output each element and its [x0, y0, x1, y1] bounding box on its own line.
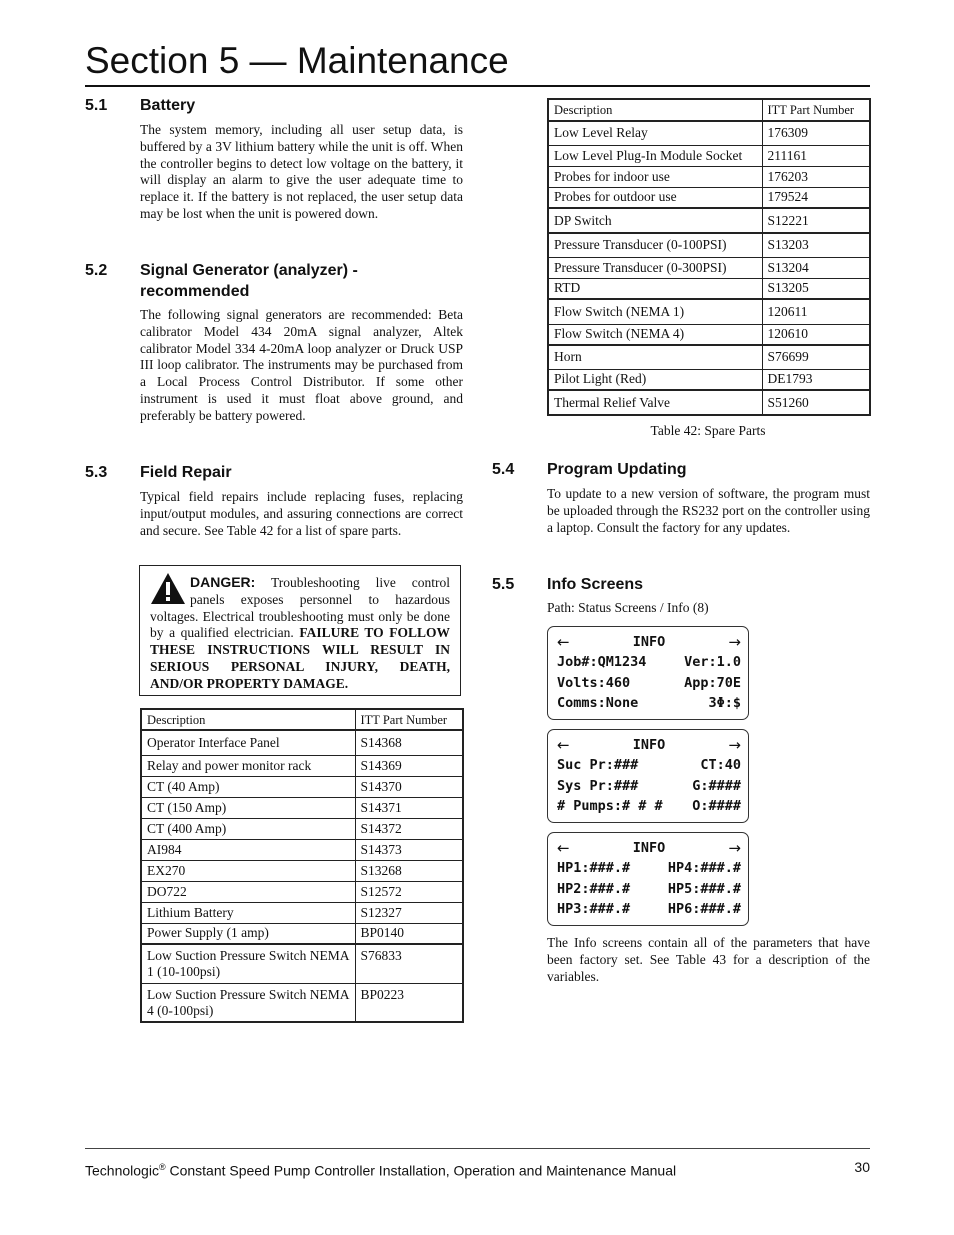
lcd-data-row [557, 673, 741, 693]
section-number: 5.3 [85, 464, 108, 481]
table-row [141, 881, 463, 902]
danger-notice [139, 565, 461, 696]
part-number-cell: 120611 [762, 299, 870, 324]
section-title-line1: Signal Generator (analyzer) - [140, 262, 358, 279]
info-screens-path: Path: Status Screens / Info (8) [547, 600, 709, 615]
lcd-left-value: Sys Pr:### [557, 777, 639, 794]
field-repair-paragraph: Typical field repairs include replacing fuses, replacing input/output modules, and assuring connections are correct and secure. See Table 42 for a list of spare parts. [140, 489, 463, 538]
section-heading-field-repair [85, 462, 465, 483]
description-cell: Power Supply (1 amp) [141, 923, 355, 944]
part-number-cell: S76833 [355, 944, 463, 983]
footer-text [85, 1158, 676, 1180]
part-number-cell: S51260 [762, 390, 870, 415]
lcd-right-value: 3Φ:$ [708, 695, 741, 711]
table-row [141, 983, 463, 1022]
section-title-line2: recommended [140, 283, 250, 300]
description-cell: Probes for indoor use [548, 166, 762, 187]
part-number-cell: 176203 [762, 166, 870, 187]
table-row [548, 345, 870, 369]
section-heading-info-screens [492, 574, 872, 595]
lcd-right-value: CT:40 [700, 757, 741, 773]
left-arrow-icon: ← [557, 633, 570, 651]
section-number: 5.2 [85, 262, 108, 279]
lcd-right-value: HP6:###.# [667, 901, 741, 917]
part-number-cell: S14371 [355, 797, 463, 818]
info-lcd-screen [547, 729, 749, 823]
description-cell: Low Level Plug-In Module Socket [548, 145, 762, 166]
part-number-cell: S13205 [762, 278, 870, 299]
table-row [548, 257, 870, 278]
lcd-title: INFO [632, 840, 666, 856]
table-row [548, 145, 870, 166]
lcd-left-value: Comms:None [557, 695, 639, 711]
part-number-cell: S12221 [762, 208, 870, 233]
lcd-data-row [557, 899, 741, 919]
table-row [141, 923, 463, 944]
right-arrow-icon: → [728, 839, 741, 857]
description-cell: Flow Switch (NEMA 1) [548, 299, 762, 324]
table-row [141, 776, 463, 797]
info-lcd-screen [547, 626, 749, 720]
lcd-data-row [557, 796, 741, 816]
danger-emphasis: FAILURE TO FOLLOW THESE INSTRUCTIONS WILL RESULT IN SERIOUS PERSONAL INJURY, DEATH, AND/OR PROPERTY DAMAGE. [150, 625, 450, 691]
section-title: Battery [140, 97, 196, 114]
lcd-left-value: Volts:460 [557, 674, 631, 691]
danger-body: Troubleshooting live control panels exposes personnel to hazardous voltages. Electrical troubleshooting must only be done by a qualified electrician. [150, 575, 450, 641]
left-arrow-icon: ← [557, 839, 570, 857]
lcd-title-row [557, 838, 741, 858]
part-number-cell: S14369 [355, 755, 463, 776]
lcd-right-value: G:#### [692, 777, 741, 794]
table-header-cell: ITT Part Number [762, 99, 870, 121]
lcd-data-row [557, 776, 741, 796]
part-number-cell: 179524 [762, 187, 870, 208]
lcd-right-value: O:#### [692, 798, 741, 814]
lcd-left-value: Suc Pr:### [557, 757, 639, 773]
lcd-right-value: HP4:###.# [667, 860, 741, 876]
section-heading-program-updating [492, 459, 872, 480]
signal-generator-paragraph: The following signal generators are recommended: Beta calibrator Model 434 20mA signal analyzer, Altek calibrator Model 334 4-20mA loop analyzer or Druck USP III loop calibrator. The instruments may be purchased from a Local Process Control Distributor. If some other instrument is used it must float above ground, and preferably be battery powered. [140, 307, 463, 423]
table-row [548, 187, 870, 208]
lcd-title-row [557, 632, 741, 652]
lcd-data-row [557, 652, 741, 672]
part-number-cell: S14368 [355, 730, 463, 755]
lcd-left-value: HP2:###.# [557, 880, 631, 897]
table-row [548, 278, 870, 299]
lcd-data-row [557, 755, 741, 775]
footer-brand: Technologic [85, 1162, 159, 1179]
description-cell: Pilot Light (Red) [548, 369, 762, 390]
left-arrow-icon: ← [557, 736, 570, 754]
description-cell: Lithium Battery [141, 902, 355, 923]
lcd-data-row [557, 879, 741, 899]
description-cell: Relay and power monitor rack [141, 755, 355, 776]
section-heading-signal-generator [85, 260, 465, 302]
page-title: Section 5 — Maintenance [85, 40, 509, 81]
lcd-right-value: App:70E [684, 674, 741, 691]
part-number-cell: S14372 [355, 818, 463, 839]
description-cell: CT (40 Amp) [141, 776, 355, 797]
part-number-cell: S13268 [355, 860, 463, 881]
table-header-row [548, 99, 870, 121]
description-cell: EX270 [141, 860, 355, 881]
lcd-left-value: Job#:QM1234 [557, 654, 647, 670]
table-header-cell: Description [141, 709, 355, 730]
table-row [548, 121, 870, 145]
lcd-right-value: HP5:###.# [667, 880, 741, 897]
lcd-right-value: Ver:1.0 [684, 654, 741, 670]
section-title: Program Updating [547, 461, 687, 478]
description-cell: CT (400 Amp) [141, 818, 355, 839]
spare-parts-table-left [140, 708, 464, 1023]
table-caption: Table 42: Spare Parts [650, 423, 766, 438]
part-number-cell: S76699 [762, 345, 870, 369]
lcd-left-value: HP3:###.# [557, 901, 631, 917]
spare-parts-table-right [547, 98, 871, 416]
lcd-title: INFO [632, 634, 666, 650]
section-number: 5.1 [85, 97, 108, 114]
description-cell: DP Switch [548, 208, 762, 233]
footer-rule [85, 1148, 870, 1149]
description-cell: RTD [548, 278, 762, 299]
battery-paragraph: The system memory, including all user setup data, is buffered by a 3V lithium battery while the unit is off. When the controller begins to detect low voltage on the battery, it will display an alarm to give the user adequate time to replace it. If the battery is not replaced, the user setup data may be lost when the unit is powered down. [140, 122, 463, 221]
part-number-cell: 120610 [762, 324, 870, 345]
table-row [141, 797, 463, 818]
table-row [548, 369, 870, 390]
description-cell: Probes for outdoor use [548, 187, 762, 208]
section-title: Field Repair [140, 464, 232, 481]
right-arrow-icon: → [728, 736, 741, 754]
description-cell: Low Suction Pressure Switch NEMA 1 (10-100psi) [141, 944, 355, 983]
table-row [141, 902, 463, 923]
description-cell: Flow Switch (NEMA 4) [548, 324, 762, 345]
part-number-cell: S13203 [762, 233, 870, 257]
description-cell: AI984 [141, 839, 355, 860]
description-cell: CT (150 Amp) [141, 797, 355, 818]
table-row [141, 860, 463, 881]
table-row [548, 299, 870, 324]
description-cell: Operator Interface Panel [141, 730, 355, 755]
lcd-title-row [557, 735, 741, 755]
part-number-cell: BP0223 [355, 983, 463, 1022]
part-number-cell: DE1793 [762, 369, 870, 390]
section-number: 5.4 [492, 461, 515, 478]
table-row [548, 390, 870, 415]
table-header-cell: ITT Part Number [355, 709, 463, 730]
section-title: Info Screens [547, 576, 644, 593]
lcd-data-row [557, 693, 741, 713]
table-header-row [141, 709, 463, 730]
program-updating-paragraph: To update to a new version of software, the program must be uploaded through the RS232 port on the controller using a laptop. Consult the factory for any updates. [547, 486, 870, 535]
part-number-cell: S14373 [355, 839, 463, 860]
part-number-cell: BP0140 [355, 923, 463, 944]
page-number: 30 [854, 1159, 870, 1175]
part-number-cell: 176309 [762, 121, 870, 145]
table-row [141, 755, 463, 776]
section-number: 5.5 [492, 576, 515, 593]
table-row [548, 166, 870, 187]
lcd-left-value: HP1:###.# [557, 860, 631, 876]
lcd-left-value: # Pumps:# # # [557, 798, 663, 814]
footer-title: Constant Speed Pump Controller Installation, Operation and Maintenance Manual [165, 1162, 677, 1179]
part-number-cell: S12572 [355, 881, 463, 902]
registered-mark: ® [158, 1162, 166, 1172]
description-cell: Pressure Transducer (0-300PSI) [548, 257, 762, 278]
description-cell: Pressure Transducer (0-100PSI) [548, 233, 762, 257]
table-row [548, 233, 870, 257]
description-cell: Horn [548, 345, 762, 369]
table-row [141, 839, 463, 860]
danger-label: DANGER: [190, 574, 256, 590]
table-row [548, 208, 870, 233]
table-row [141, 944, 463, 983]
table-row [548, 324, 870, 345]
title-rule [85, 85, 870, 87]
table-row [141, 818, 463, 839]
info-lcd-screen [547, 832, 749, 926]
lcd-data-row [557, 858, 741, 878]
info-screens-paragraph: The Info screens contain all of the parameters that have been factory set. See Table 43 for a description of the variables. [547, 935, 870, 984]
part-number-cell: S12327 [355, 902, 463, 923]
table-row [141, 730, 463, 755]
table-header-cell: Description [548, 99, 762, 121]
part-number-cell: 211161 [762, 145, 870, 166]
danger-text [150, 574, 450, 693]
part-number-cell: S14370 [355, 776, 463, 797]
description-cell: Thermal Relief Valve [548, 390, 762, 415]
right-arrow-icon: → [728, 633, 741, 651]
section-heading-battery [85, 95, 465, 116]
description-cell: DO722 [141, 881, 355, 902]
description-cell: Low Level Relay [548, 121, 762, 145]
lcd-title: INFO [632, 737, 666, 753]
part-number-cell: S13204 [762, 257, 870, 278]
description-cell: Low Suction Pressure Switch NEMA 4 (0-100psi) [141, 983, 355, 1022]
